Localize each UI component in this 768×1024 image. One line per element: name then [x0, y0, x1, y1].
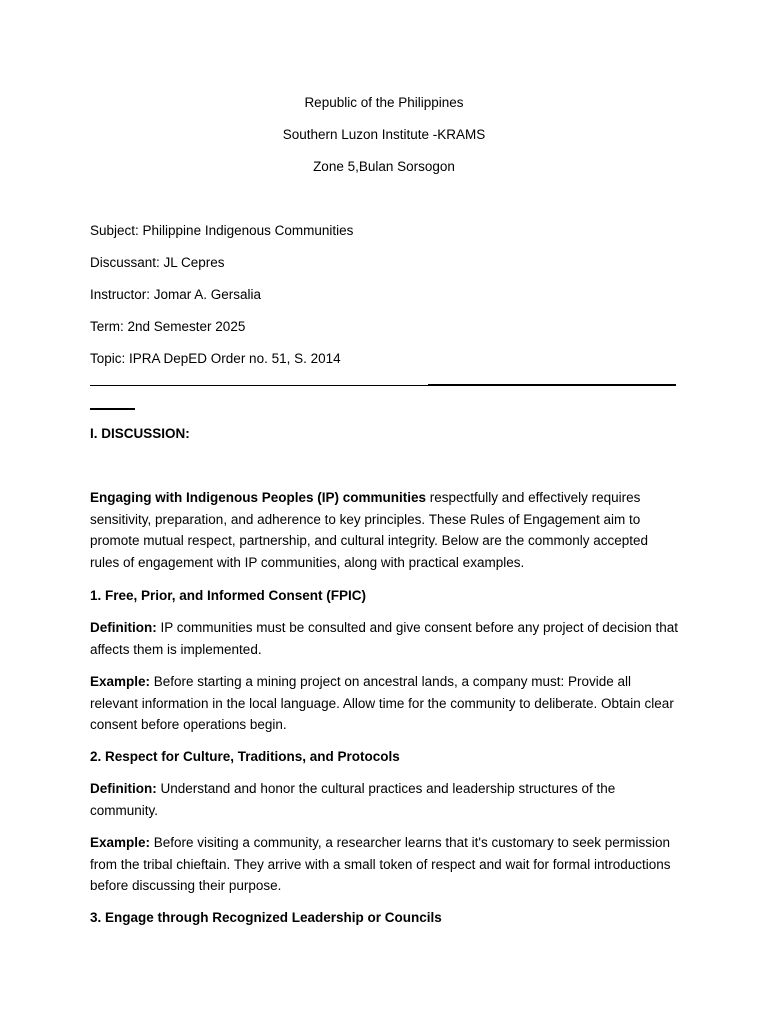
intro-paragraph: [90, 487, 680, 574]
example-text: Before starting a mining project on ancestral lands, a company must: Provide all relevant information in the local language. Allow time for the community to deliberate. Obtain clear consent before operations begin.: [90, 674, 674, 733]
definition-label: Definition:: [90, 781, 157, 796]
meta-discussant: Discussant: JL Cepres: [90, 255, 225, 270]
rule-3-heading: 3. Engage through Recognized Leadership or Councils: [90, 910, 442, 925]
separator-line-bold: [428, 384, 676, 386]
meta-topic: Topic: IPRA DepED Order no. 51, S. 2014: [90, 351, 341, 366]
rule-2-definition: [90, 778, 680, 821]
rule-1-heading: 1. Free, Prior, and Informed Consent (FPIC): [90, 588, 367, 603]
meta-term: Term: 2nd Semester 2025: [90, 319, 246, 334]
rule-1-example: [90, 671, 680, 736]
example-label: Example:: [90, 674, 151, 689]
header-school: Southern Luzon Institute -KRAMS: [282, 127, 486, 142]
meta-subject: Subject: Philippine Indigenous Communities: [90, 223, 354, 238]
intro-text: respectfully and effectively requires sensitivity, preparation, and adherence to key principles. These Rules of Engagement aim to promote mutual respect, partnership, and cultural integrity. Below are the commonly accepted rules of engagement with IP communities, along with practical examples.: [90, 490, 649, 571]
rule-2-example: [90, 832, 680, 897]
example-text: Before visiting a community, a researcher learns that it's customary to seek permission from the tribal chieftain. They arrive with a small token of respect and wait for formal introductions before discussing their purpose.: [90, 835, 671, 894]
rule-2-heading: 2. Respect for Culture, Traditions, and Protocols: [90, 749, 400, 764]
definition-text: IP communities must be consulted and give consent before any project of decision that affects them is implemented.: [90, 620, 679, 657]
header-country: Republic of the Philippines: [304, 95, 464, 110]
section-title: I. DISCUSSION:: [90, 426, 190, 441]
rule-1-definition: [90, 617, 680, 660]
separator-line: [90, 385, 428, 386]
intro-bold-lead: Engaging with Indigenous Peoples (IP) communities: [90, 490, 427, 505]
example-label: Example:: [90, 835, 151, 850]
separator-line-continuation: [90, 408, 135, 410]
header-address: Zone 5,Bulan Sorsogon: [313, 159, 455, 174]
definition-label: Definition:: [90, 620, 157, 635]
definition-text: Understand and honor the cultural practices and leadership structures of the community.: [90, 781, 616, 818]
meta-instructor: Instructor: Jomar A. Gersalia: [90, 287, 262, 302]
